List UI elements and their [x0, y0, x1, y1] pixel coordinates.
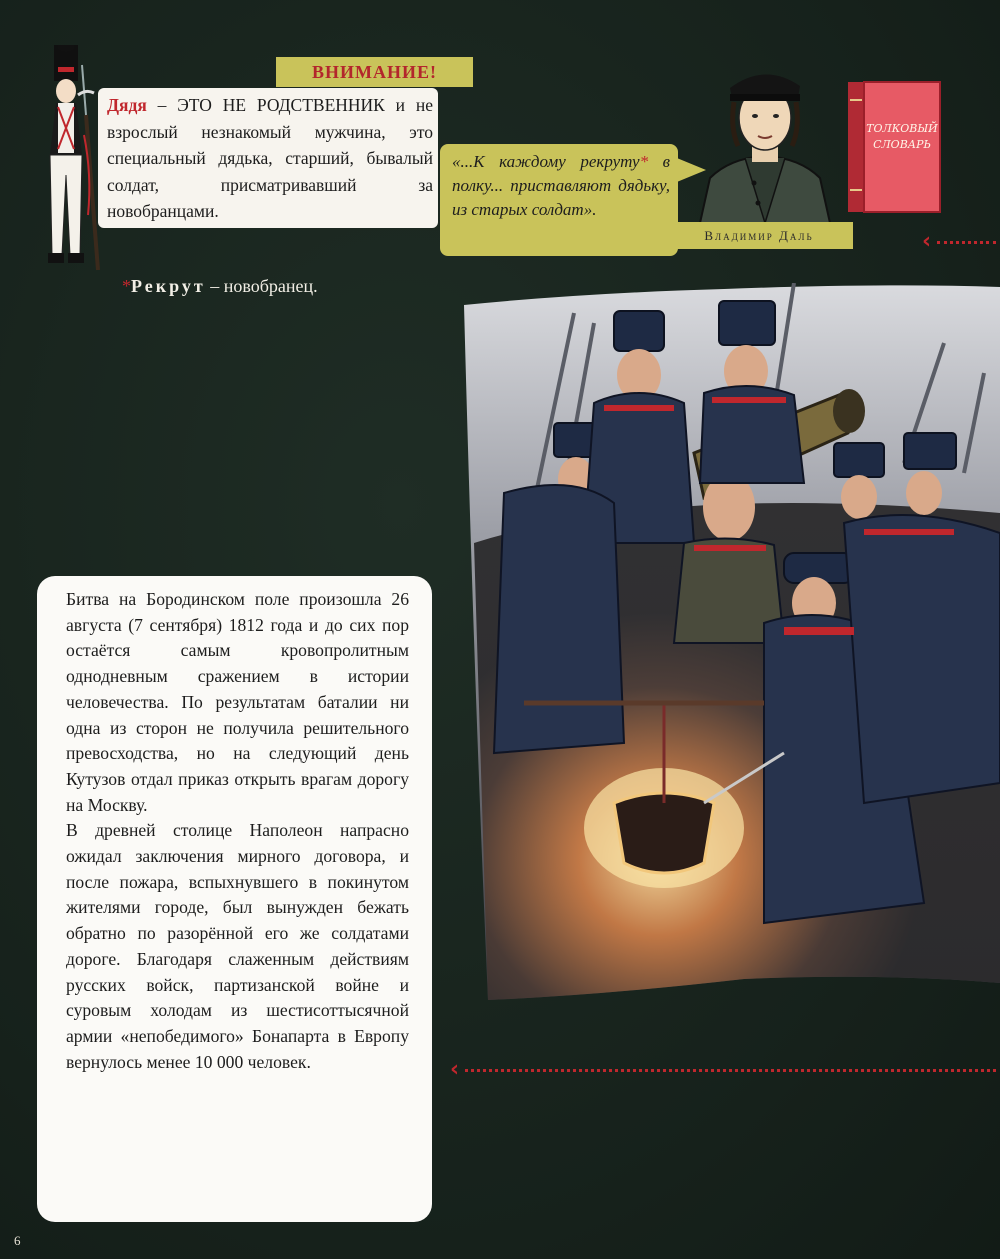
campfire-soldiers-painting	[464, 283, 1000, 1000]
definition-text	[107, 92, 433, 225]
dotted-arrow-top	[922, 229, 996, 254]
attention-label: ВНИМАНИЕ!	[276, 57, 473, 87]
author-name-tag: Владимир Даль	[665, 222, 853, 249]
quote-asterisk: *	[639, 152, 649, 171]
book-title-line2: СЛОВАРЬ	[873, 138, 931, 151]
main-text	[66, 587, 409, 1075]
dotted-arrow-bottom	[450, 1057, 996, 1082]
footnote-asterisk: *	[122, 276, 131, 296]
footnote	[122, 276, 318, 297]
book-title-line1: ТОЛКОВЫЙ	[866, 122, 938, 135]
footnote-term: Рекрут	[131, 276, 206, 296]
chevron-left-icon: ‹	[922, 229, 932, 254]
main-paragraph-1: Битва на Бородинском поле произошла 26 августа (7 сентября) 1812 года и до сих пор остаётся самым кровопролитным однодневным сражением в истории человечества. По результатам баталии ни одна из сторон не получила решительного превосходства, но на следующий день Кутузов отдал приказ открыть врагам дорогу на Москву.	[66, 589, 409, 815]
quote-part1: «...К каждому рекруту	[452, 152, 640, 171]
main-paragraph-2: В древней столице Наполеон напрасно ожидал заключения мирного договора, и после пожара, вспыхнувшего в покинутом жителями городе, был вынужден бежать обратно по разорённой его же солдатами дороге. Благодаря слаженным действиям русских войск, партизанской войне и суровым холодам из шестисоттысячной армии «непобедимого» Бонапарта в Европу вернулось менее 10 000 человек.	[66, 820, 409, 1072]
quote-part2: в полку... приставляют дядьку, из старых солдат».	[452, 152, 670, 219]
definition-term: Дядя	[107, 95, 147, 115]
chevron-left-icon: ‹	[450, 1057, 460, 1082]
footnote-definition: – новобранец.	[205, 276, 318, 296]
dictionary-book-icon	[846, 80, 942, 214]
quote-text	[452, 150, 670, 222]
vladimir-dahl-portrait	[690, 58, 840, 223]
page-number: 6	[14, 1233, 21, 1248]
definition-body: – ЭТО НЕ РОДСТВЕННИК и не взрослый незнакомый мужчина, это специальный дядька, старший, бывалый солдат, присматривавший за новобранцами.	[107, 95, 433, 221]
